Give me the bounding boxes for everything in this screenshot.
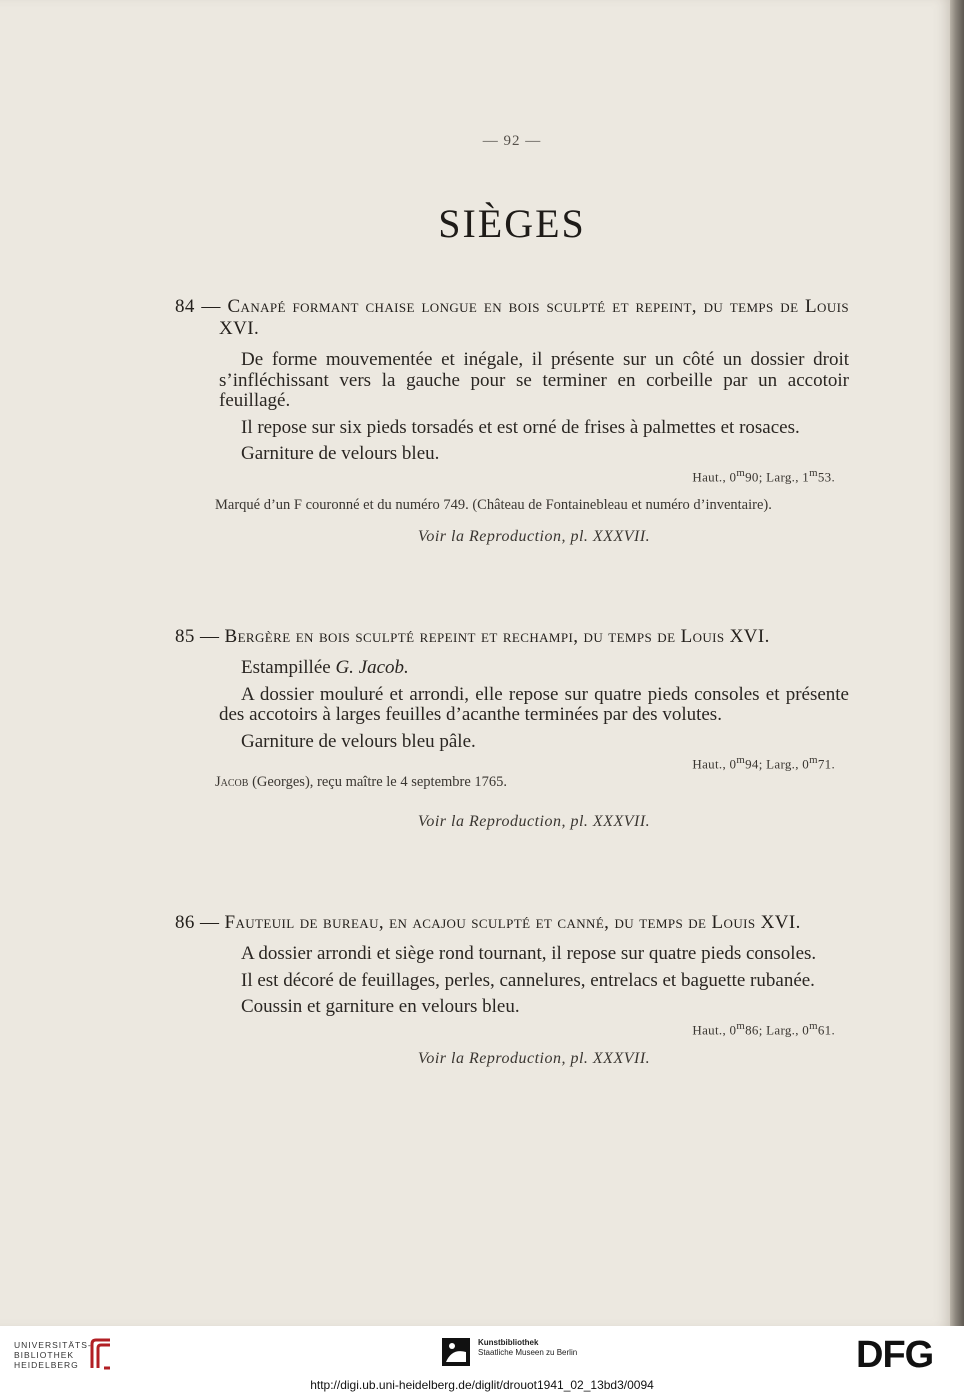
entry-heading: 85 — Bergère en bois sculpté repeint et rechampi, du temps de Louis XVI. — [175, 626, 770, 647]
dimensions: Haut., 0$^m$94; Larg., 0$^m$71. — [692, 754, 835, 772]
entry-paragraph: Garniture de velours bleu. — [241, 443, 440, 464]
permalink-url[interactable]: http://digi.ub.uni-heidelberg.de/diglit/drouot1941_02_13bd3/0094 — [310, 1378, 654, 1392]
ub-heidelberg-logo-icon — [88, 1336, 114, 1372]
entry-stamp: Estampillée G. Jacob. — [241, 657, 409, 678]
entry-paragraph: Garniture de velours bleu pâle. — [241, 730, 476, 752]
ub-heidelberg-logo-text[interactable]: UNIVERSITÄTS- BIBLIOTHEK HEIDELBERG — [14, 1340, 92, 1370]
book-spine-edge — [950, 0, 964, 1326]
reproduction-reference: Voir la Reproduction, pl. XXXVII. — [417, 1049, 651, 1067]
catalog-entry-86 — [175, 912, 849, 1068]
entry-paragraph: Coussin et garniture en velours bleu. — [241, 996, 520, 1017]
section-title: SIÈGES — [438, 201, 586, 246]
catalog-entry-85 — [175, 626, 849, 831]
entry-paragraph: De forme mouvementée et inégale, il présente sur un côté un dossier droit s’infléchissant vers la gauche pour se terminer en corbeille par un accotoir feuillagé. — [219, 349, 849, 411]
page-number: — 92 — — [482, 133, 542, 149]
entry-note: Jacob (Georges), reçu maître le 4 septembre 1765. — [215, 774, 508, 791]
entry-note: Marqué d’un F couronné et du numéro 749. (Château de Fontainebleau et numéro d’inventaire). — [215, 496, 772, 513]
catalog-entry-84 — [175, 296, 849, 546]
dimensions: Haut., 0$^m$86; Larg., 0$^m$61. — [692, 1019, 835, 1037]
dimensions: Haut., 0$^m$90; Larg., 1$^m$53. — [692, 466, 835, 484]
dfg-logo[interactable]: DFG — [856, 1334, 934, 1376]
reproduction-reference: Voir la Reproduction, pl. XXXVII. — [417, 813, 651, 831]
kunstbibliothek-logo-icon — [442, 1338, 470, 1366]
entry-heading: 86 — Fauteuil de bureau, en acajou sculpté et canné, du temps de Louis XVI. — [175, 912, 801, 933]
entry-heading: 84 — Canapé formant chaise longue en bois sculpté et repeint, du temps de Louis XVI. — [175, 296, 849, 339]
digitization-footer — [0, 1326, 964, 1394]
kunstbibliothek-logo-text[interactable]: Kunstbibliothek Staatliche Museen zu Berlin — [478, 1338, 578, 1357]
entry-paragraph: Il est décoré de feuillages, perles, cannelures, entrelacs et baguette rubanée. — [241, 969, 815, 991]
entry-paragraph: A dossier arrondi et siège rond tournant, il repose sur quatre pieds consoles. — [241, 943, 817, 964]
entry-paragraph: A dossier mouluré et arrondi, elle repose sur quatre pieds consoles et présente des accotoirs à larges feuilles d’acanthe terminées par des volutes. — [219, 683, 849, 725]
entry-paragraph: Il repose sur six pieds torsadés et est orné de frises à palmettes et rosaces. — [241, 416, 800, 438]
reproduction-reference: Voir la Reproduction, pl. XXXVII. — [417, 527, 651, 545]
